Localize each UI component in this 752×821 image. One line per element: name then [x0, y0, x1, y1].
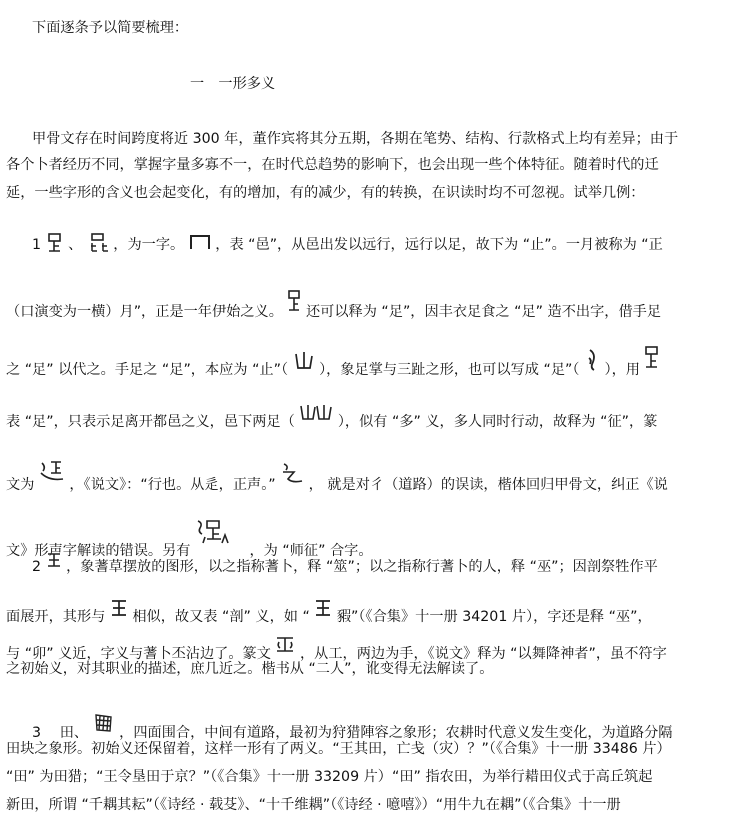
oracle-zhi-glyph [293, 350, 315, 372]
paragraph-line: 延，一些字形的含义也会起变化，有的增加，有的减少，有的转换，在识读时均不可忽视。试举几例： [6, 185, 645, 201]
item-2-line: 之初始义，对其职业的描述，庶几近之。楷书从 “二人”，讹变得无法解读了。 [6, 661, 494, 677]
oracle-zu-glyph [584, 348, 600, 372]
item-1-line: 文》形声字解读的错误。另有 ，为 “师征” 合字。 [6, 517, 373, 561]
paragraph-line: 各个卜者经历不同，掌握字量多寡不一，在时代总趋势的影响下，也会出现一些个体特征。随着时代的迁 [6, 157, 659, 173]
oracle-wu-glyph [110, 598, 128, 618]
oracle-zheng-glyph [46, 233, 64, 253]
oracle-wu-glyph [275, 635, 295, 655]
oracle-zheng-glyph [87, 233, 109, 253]
item-2-line: 面展开，其形与 相似，故又表 “剖” 义，如 “ 豭”（《合集》十一册 34201 片），字还是释 “巫”， [6, 598, 652, 627]
item-1-line: 文为 ，《说文》：“行也。从辵，正声。” ， 就是对彳（道路）的误读，楷体回归甲骨文，纠正《说 [6, 459, 668, 495]
oracle-tian-glyph [93, 712, 115, 734]
section-heading: 一 一形多义 [190, 76, 276, 92]
item-1-line: （口演变为一横）月”，正是一年伊始之义。 还可以释为 “足”，因丰衣足食之 “足” 造不出字，借手足 [6, 290, 661, 322]
oracle-wu-glyph [314, 598, 332, 618]
item-3-line: “田” 为田猎；“王令垦田于京？”（《合集》十一册 33209 片）“田” 指农田，为举行耤田仪式于高丘筑起 [6, 769, 653, 785]
oracle-chuo-glyph [280, 461, 304, 485]
intro-line: 下面逐条予以简要梳理： [32, 20, 189, 36]
oracle-zheng-glyph [644, 346, 660, 370]
item-1-line: 之 “足” 以代之。手足之 “足”，本应为 “止”（ ），象足掌与三趾之形，也可以写成 “足”（ ），用 [6, 346, 660, 380]
item-1-line: 表 “足”，只表示足离开都邑之义，邑下两足（ ），似有 “多” 义，多人同时行动，故释为 “征”，篆 [6, 403, 657, 432]
item-3-line: 3 田、 ，四面围合，中间有道路，最初为狩猎陣容之象形；农耕时代意义发生变化，为道路分隔 [32, 712, 672, 743]
oracle-zheng-variant-glyph [299, 403, 333, 423]
item-3-line: 新田，所谓 “千耦其耘”（《诗经 · 载芟》、“十千维耦”（《诗经 · 噫嘻》）“用牛九在耦”（《合集》十一册 [6, 797, 621, 813]
oracle-yi-glyph [189, 233, 211, 253]
item-2-line: 与 “卯” 义近，字义与蓍卜丕沾边了。篆文 ，从工，两边为手，《说文》释为 “以舞降神者”，虽不符字 [6, 635, 667, 664]
item-3-line: 田块之象形。初始义还保留着，这样一形有了两义。“王其田，亡戋（灾）？”（《合集》十一册 33486 片） [6, 741, 671, 757]
oracle-zu-glyph [287, 290, 301, 312]
seal-zheng-glyph [39, 459, 65, 483]
item-2-line: 2 ，象蓍草摆放的图形，以之指称蓍卜，释 “筮”；以之指称行蓍卜的人，释 “巫”；因剖祭牲作平 [32, 551, 658, 577]
oracle-wu-glyph [46, 551, 62, 569]
paragraph-line: 甲骨文存在时间跨度将近 300 年，董作宾将其分五期，各期在笔势、结构、行款格式上均有差异；由于 [32, 131, 679, 147]
oracle-shizheng-glyph [195, 517, 231, 547]
item-1-line: 1 、 ，为一字。 ，表 “邑”，从邑出发以远行，远行以足，故下为 “止”。一月被称为 “正 [32, 233, 663, 255]
